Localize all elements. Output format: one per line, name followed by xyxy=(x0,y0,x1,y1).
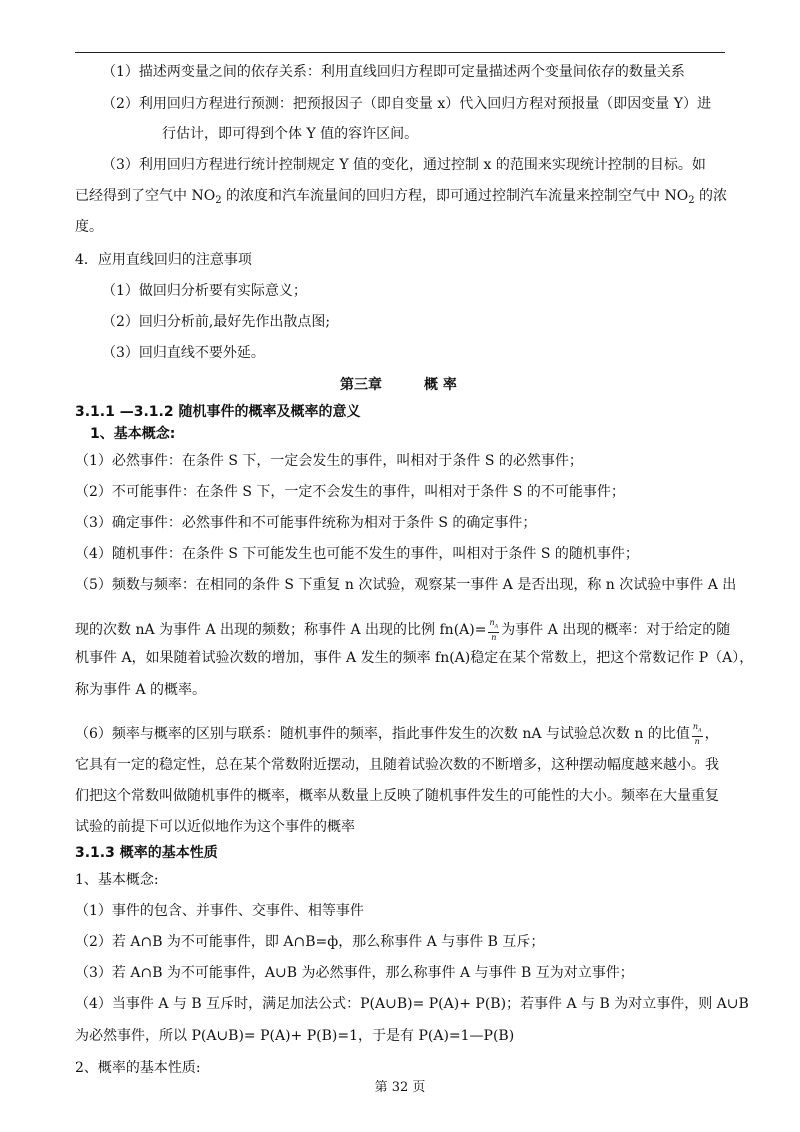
text-line: 为必然事件，所以 P(A∪B)= P(A)+ P(B)=1，于是有 P(A)=1—P(B) xyxy=(75,1028,515,1044)
header-rule xyxy=(75,52,725,53)
text-line: （2）不可能事件：在条件 S 下，一定不会发生的事件，叫相对于条件 S 的不可能事件； xyxy=(75,484,625,500)
subsection-heading: 1、基本概念: xyxy=(90,426,176,442)
text-line: （3）回归直线不要外延。 xyxy=(102,345,265,361)
page-number: 第 32 页 xyxy=(374,1080,426,1095)
fraction: $\frac{n_A}{n}$ xyxy=(692,722,702,746)
text-line: 试验的前提下可以近似地作为这个事件的概率 xyxy=(75,819,355,835)
text-line: （3）确定事件：必然事件和不可能事件统称为相对于条件 S 的确定事件； xyxy=(75,515,537,531)
text-line: （4）当事件 A 与 B 互斥时，满足加法公式：P(A∪B)= P(A)+ P(B)；若事件 A 与 B 为对立事件，则 A∪B xyxy=(75,996,749,1012)
text-line: （2）回归分析前,最好先作出散点图; xyxy=(102,314,331,330)
text-line: （1）事件的包含、并事件、交事件、相等事件 xyxy=(75,903,364,919)
section-heading: 3.1.3 概率的基本性质 xyxy=(75,845,218,861)
text-line: （6）频率与概率的区别与联系：随机事件的频率，指此事件发生的次数 nA 与试验总次数 n 的比值 $\frac{n_A}{n}$ ， xyxy=(75,722,719,746)
text-line: （1）必然事件：在条件 S 下，一定会发生的事件，叫相对于条件 S 的必然事件； xyxy=(75,453,583,469)
text-line: 行估计，即可得到个体 Y 值的容许区间。 xyxy=(162,126,419,142)
text-line: （5）频数与频率：在相同的条件 S 下重复 n 次试验，观察某一事件 A 是否出现，称 n 次试验中事件 A 出 xyxy=(75,577,737,593)
text-line: 度。 xyxy=(75,219,103,235)
text-line: 它具有一定的稳定性，总在某个常数附近摆动，且随着试验次数的不断增多，这种摆动幅度越来越小。我 xyxy=(75,757,719,773)
chapter-title: 第三章 概 率 xyxy=(340,377,457,393)
text-line: 1、基本概念: xyxy=(75,872,159,888)
text-line: 们把这个常数叫做随机事件的概率，概率从数量上反映了随机事件发生的可能性的大小。频率在大量重复 xyxy=(75,788,719,804)
fraction: $\frac{n_A}{n}$ xyxy=(489,618,499,642)
text-line: （1）做回归分析要有实际意义； xyxy=(102,283,307,299)
text-line: 称为事件 A 的概率。 xyxy=(75,682,207,698)
text-line: （1）描述两变量之间的依存关系：利用直线回归方程即可定量描述两个变量间依存的数量关系 xyxy=(102,64,685,80)
text-line: （3）利用回归方程进行统计控制规定 Y 值的变化，通过控制 x 的范围来实现统计控制的目标。如 xyxy=(102,157,706,173)
section-heading: 3.1.1 —3.1.2 随机事件的概率及概率的意义 xyxy=(75,404,361,420)
text-line: （4）随机事件：在条件 S 下可能发生也可能不发生的事件，叫相对于条件 S 的随机事件； xyxy=(75,546,639,562)
text-line: 现的次数 nA 为事件 A 出现的频数；称事件 A 出现的比例 fn(A)= $\frac{n_A}{n}$ 为事件 A 出现的概率：对于给定的随 xyxy=(75,618,731,642)
text-line: （3）若 A∩B 为不可能事件，A∪B 为必然事件，那么称事件 A 与事件 B 互为对立事件； xyxy=(75,965,634,981)
text-line: （2）利用回归方程进行预测：把预报因子（即自变量 x）代入回归方程对预报量（即因变量 Y）进 xyxy=(102,96,711,112)
text-line: 4．应用直线回归的注意事项 xyxy=(75,252,252,268)
text-line: 已经得到了空气中 $NO_2$ 的浓度和汽车流量间的回归方程，即可通过控制汽车流量来控制空气中 $NO_2$ 的浓 xyxy=(75,188,728,206)
text-line: 2、概率的基本性质: xyxy=(75,1060,201,1076)
text-line: （2）若 A∩B 为不可能事件，即 A∩B=ф，那么称事件 A 与事件 B 互斥； xyxy=(75,934,545,950)
text-line: 机事件 A，如果随着试验次数的增加，事件 A 发生的频率 fn(A)稳定在某个常数上，把这个常数记作 P（A）， xyxy=(75,650,754,666)
